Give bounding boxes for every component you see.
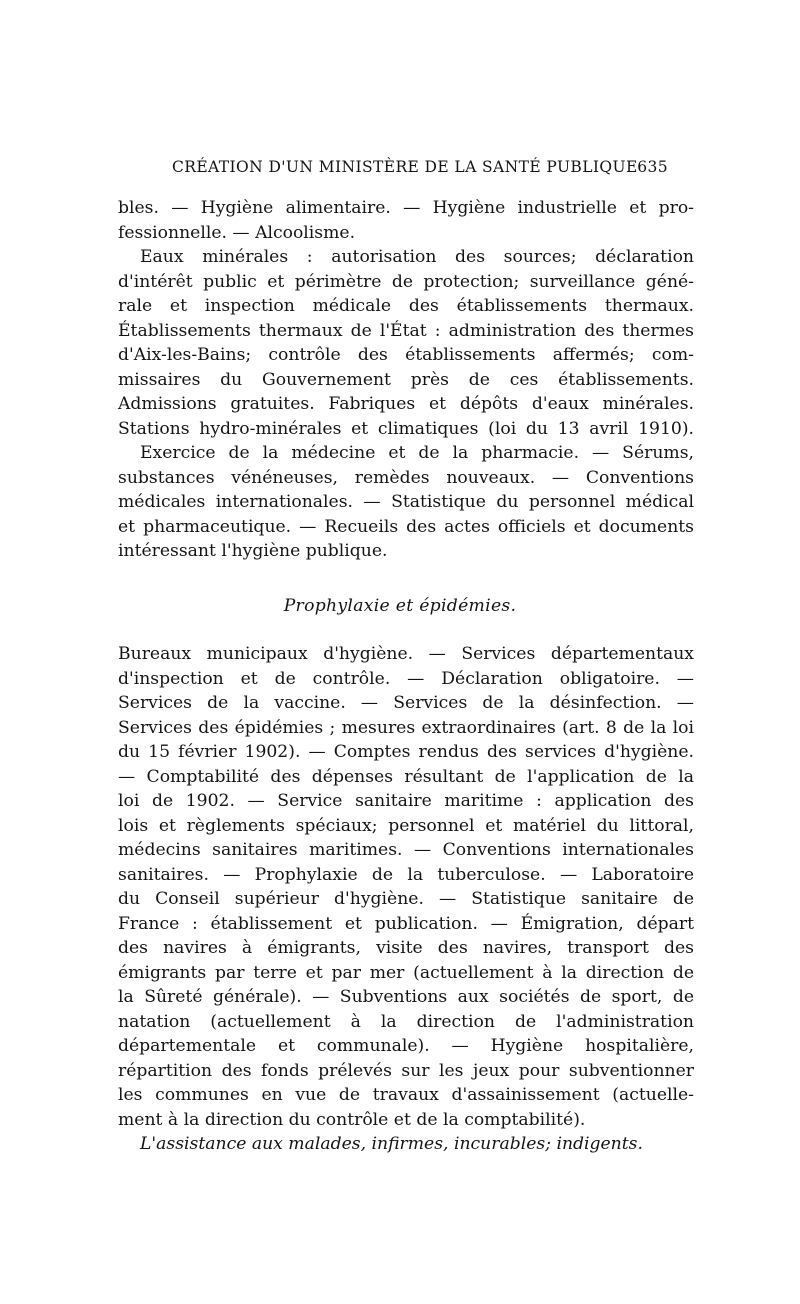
text-line: médicales internationales. — Statistique du personnel médical: [118, 492, 694, 512]
text-line: médecins sanitaires maritimes. — Conventions internationales: [118, 840, 694, 860]
text-line: départementale et communale). — Hygiène hospitalière,: [118, 1036, 694, 1056]
text-line: Bureaux municipaux d'hygiène. — Services départementaux: [118, 644, 694, 664]
text-line: loi de 1902. — Service sanitaire maritime : application des: [118, 791, 694, 811]
text-line: Exercice de la médecine et de la pharmacie. — Sérums,: [140, 443, 694, 463]
text-line: Services de la vaccine. — Services de la désinfection. —: [118, 693, 694, 713]
paragraph-block-hygiene: [118, 196, 694, 564]
text-line: du 15 février 1902). — Comptes rendus des services d'hygiène.: [118, 742, 694, 762]
text-line: des navires à émigrants, visite des navires, transport des: [118, 938, 694, 958]
text-line: intéressant l'hygiène publique.: [118, 541, 388, 561]
text-line: et pharmaceutique. — Recueils des actes officiels et documents: [118, 516, 694, 537]
text-line: substances vénéneuses, remèdes nouveaux. — Conventions: [118, 467, 694, 488]
text-line: rale et inspection médicale des établissements thermaux.: [118, 296, 694, 316]
text-line: Eaux minérales : autorisation des sources; déclaration: [140, 247, 694, 267]
text-line: émigrants par terre et par mer (actuellement à la direction de: [118, 962, 694, 983]
text-line: missaires du Gouvernement près de ces établissements.: [118, 369, 694, 390]
text-line: les communes en vue de travaux d'assainissement (actuelle-: [118, 1085, 694, 1105]
text-line: — Comptabilité des dépenses résultant de l'application de la: [118, 766, 694, 787]
text-line: d'Aix-les-Bains; contrôle des établissements affermés; com-: [118, 345, 694, 365]
text-line: Établissements thermaux de l'État : administration des thermes: [118, 320, 694, 341]
text-line: Admissions gratuites. Fabriques et dépôts d'eaux minérales.: [118, 394, 694, 414]
text-line: la Sûreté générale). — Subventions aux sociétés de sport, de: [118, 987, 694, 1007]
text-line: Stations hydro-minérales et climatiques (loi du 13 avril 1910).: [118, 418, 694, 439]
page-number: 635: [637, 158, 668, 176]
text-line: ment à la direction du contrôle et de la comptabilité).: [118, 1109, 586, 1130]
text-line: fessionnelle. — Alcoolisme.: [118, 222, 356, 243]
text-line: lois et règlements spéciaux; personnel et matériel du littoral,: [118, 815, 694, 836]
text-line: natation (actuellement à la direction de l'administration: [118, 1011, 694, 1032]
text-line: d'inspection et de contrôle. — Déclaration obligatoire. —: [118, 668, 694, 689]
paragraph-block-prophylaxie: [118, 642, 694, 1157]
text-line: d'intérêt public et périmètre de protection; surveillance géné-: [118, 271, 694, 292]
text-line: du Conseil supérieur d'hygiène. — Statistique sanitaire de: [118, 889, 694, 909]
text-line: répartition des fonds prélevés sur les jeux pour subventionner: [118, 1060, 694, 1081]
text-line: bles. — Hygiène alimentaire. — Hygiène industrielle et pro-: [118, 198, 694, 218]
running-title: CRÉATION D'UN MINISTÈRE DE LA SANTÉ PUBLIQUE: [172, 158, 638, 176]
section-heading: Prophylaxie et épidémies.: [283, 596, 517, 616]
text-line: sanitaires. — Prophylaxie de la tuberculose. — Laboratoire: [118, 864, 694, 885]
text-line: France : établissement et publication. — Émigration, départ: [118, 913, 694, 934]
italic-text-line: L'assistance aux malades, infirmes, incurables; indigents.: [140, 1134, 643, 1154]
text-line: Services des épidémies ; mesures extraordinaires (art. 8 de la loi: [118, 717, 694, 738]
